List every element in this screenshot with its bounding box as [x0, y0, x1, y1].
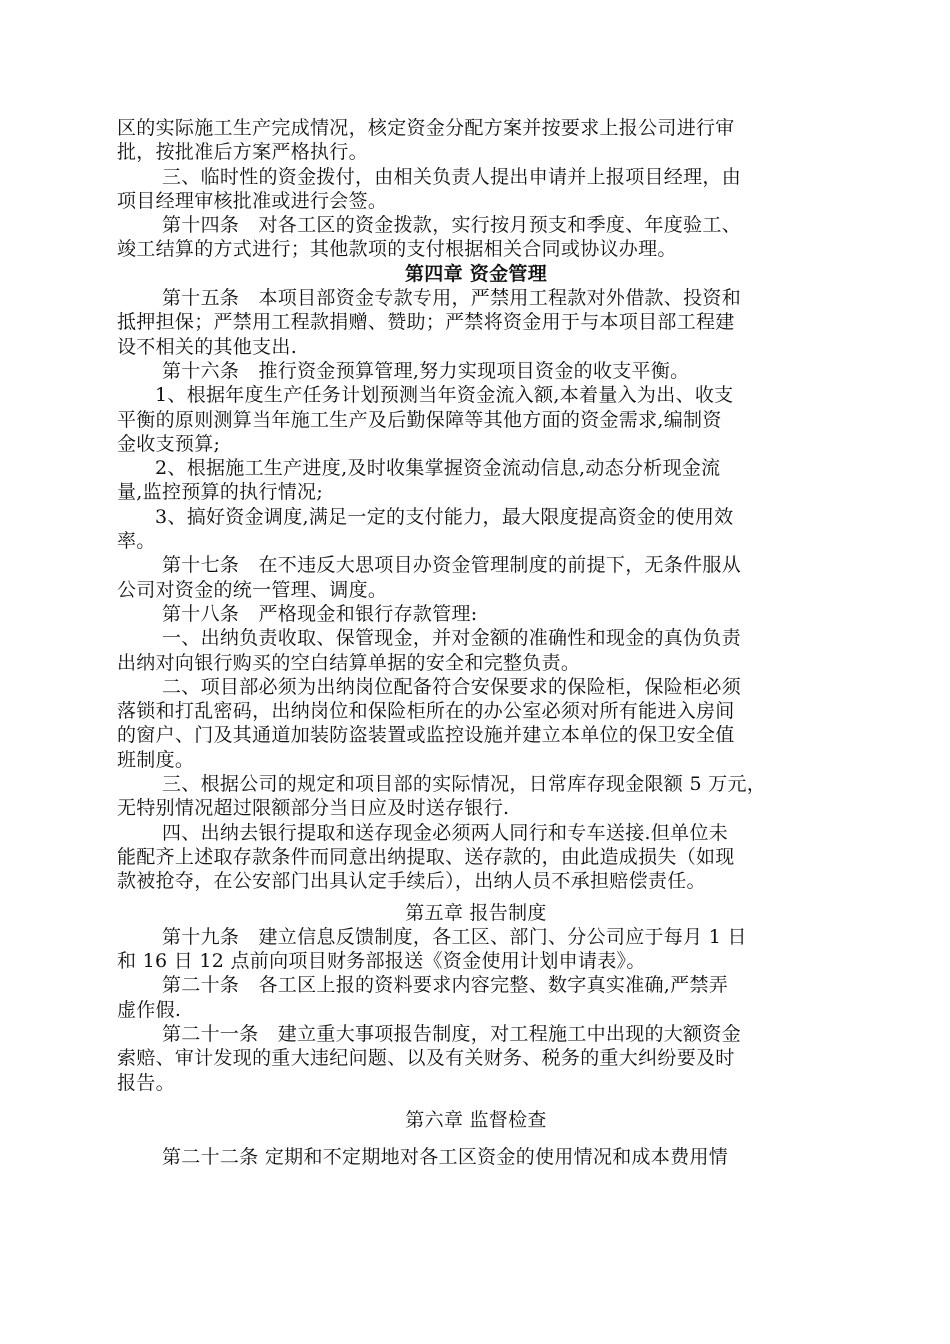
clause-3: 三、根据公司的规定和项目部的实际情况，日常库存现金限额 5 万元，	[162, 773, 767, 796]
body-line: 率。	[117, 530, 156, 553]
list-item-1: 1、根据年度生产任务计划预测当年资金流入额,本着量入为出、收支	[155, 384, 734, 407]
body-line: 公司对资金的统一管理、调度。	[117, 578, 388, 601]
body-line: 金收支预算;	[117, 432, 221, 455]
article-20: 第二十条 各工区上报的资料要求内容完整、数字真实准确,严禁弄	[162, 974, 729, 997]
body-line: 的窗户、门及其通道加装防盗装置或监控设施并建立本单位的保卫安全值	[117, 724, 735, 747]
body-line: 无特别情况超过限额部分当日应及时送存银行.	[117, 797, 510, 820]
list-item-3: 3、搞好资金调度,满足一定的支付能力，最大限度提高资金的使用效	[155, 505, 734, 528]
article-18: 第十八条 严格现金和银行存款管理:	[162, 602, 478, 625]
list-item-2: 2、根据施工生产进度,及时收集掌握资金流动信息,动态分析现金流	[155, 457, 721, 480]
article-14: 第十四条 对各工区的资金拨款，实行按月预支和季度、年度验工、	[162, 214, 742, 237]
body-line: 和 16 日 12 点前向项目财务部报送《资金使用计划申请表》。	[117, 950, 646, 973]
body-line: 班制度。	[117, 748, 195, 771]
clause-4: 四、出纳去银行提取和送存现金必须两人同行和专车送接.但单位未	[162, 821, 729, 844]
body-line: 抵押担保；严禁用工程款捐赠、赞助；严禁将资金用于与本项目部工程建	[117, 311, 735, 334]
body-line: 虚作假.	[117, 998, 182, 1021]
body-line: 平衡的原则测算当年施工生产及后勤保障等其他方面的资金需求,编制资	[117, 408, 722, 431]
article-16: 第十六条 推行资金预算管理,努力实现项目资金的收支平衡。	[162, 359, 690, 382]
body-line: 设不相关的其他支出.	[117, 335, 298, 358]
spacer	[117, 1095, 835, 1108]
body-line: 能配齐上述取存款条件而同意出纳提取、送存款的，由此造成损失（如现	[117, 845, 735, 868]
body-line: 量,监控预算的执行情况;	[117, 481, 324, 504]
article-17: 第十七条 在不违反大思项目办资金管理制度的前提下，无条件服从	[162, 554, 742, 577]
body-line: 落锁和打乱密码，出纳岗位和保险柜所在的办公室必须对所有能进入房间	[117, 700, 735, 723]
chapter-6-heading: 第六章 监督检查	[405, 1108, 547, 1131]
body-line: 三、临时性的资金拨付，由相关负责人提出申请并上报项目经理，由	[162, 165, 742, 188]
body-line: 索赔、审计发现的重大违纪问题、以及有关财务、税务的重大纠纷要及时	[117, 1047, 735, 1070]
article-22: 第二十二条 定期和不定期地对各工区资金的使用情况和成本费用情	[162, 1146, 729, 1169]
chapter-5-heading: 第五章 报告制度	[405, 901, 547, 924]
body-line: 项目经理审核批准或进行会签。	[117, 189, 388, 212]
spacer	[117, 1132, 835, 1145]
article-21: 第二十一条 建立重大事项报告制度，对工程施工中出现的大额资金	[162, 1022, 742, 1045]
body-line: 出纳对向银行购买的空白结算单据的安全和完整负责。	[117, 651, 581, 674]
article-15: 第十五条 本项目部资金专款专用，严禁用工程款对外借款、投资和	[162, 287, 742, 310]
body-line: 报告。	[117, 1071, 175, 1094]
article-19: 第十九条 建立信息反馈制度，各工区、部门、分公司应于每月 1 日	[162, 925, 747, 948]
clause-1: 一、出纳负责收取、保管现金，并对金额的准确性和现金的真伪负责	[162, 627, 742, 650]
body-line: 竣工结算的方式进行；其他款项的支付根据相关合同或协议办理。	[117, 238, 677, 261]
body-line: 批，按批准后方案严格执行。	[117, 141, 368, 164]
clause-2: 二、项目部必须为出纳岗位配备符合安保要求的保险柜，保险柜必须	[162, 675, 742, 698]
document-body	[117, 116, 835, 1169]
body-line: 款被抢夺，在公安部门出具认定手续后），出纳人员不承担赔偿责任。	[117, 870, 706, 893]
body-line: 区的实际施工生产完成情况，核定资金分配方案并按要求上报公司进行审	[117, 117, 735, 139]
chapter-4-heading: 第四章 资金管理	[404, 262, 547, 285]
spacer	[117, 894, 835, 901]
